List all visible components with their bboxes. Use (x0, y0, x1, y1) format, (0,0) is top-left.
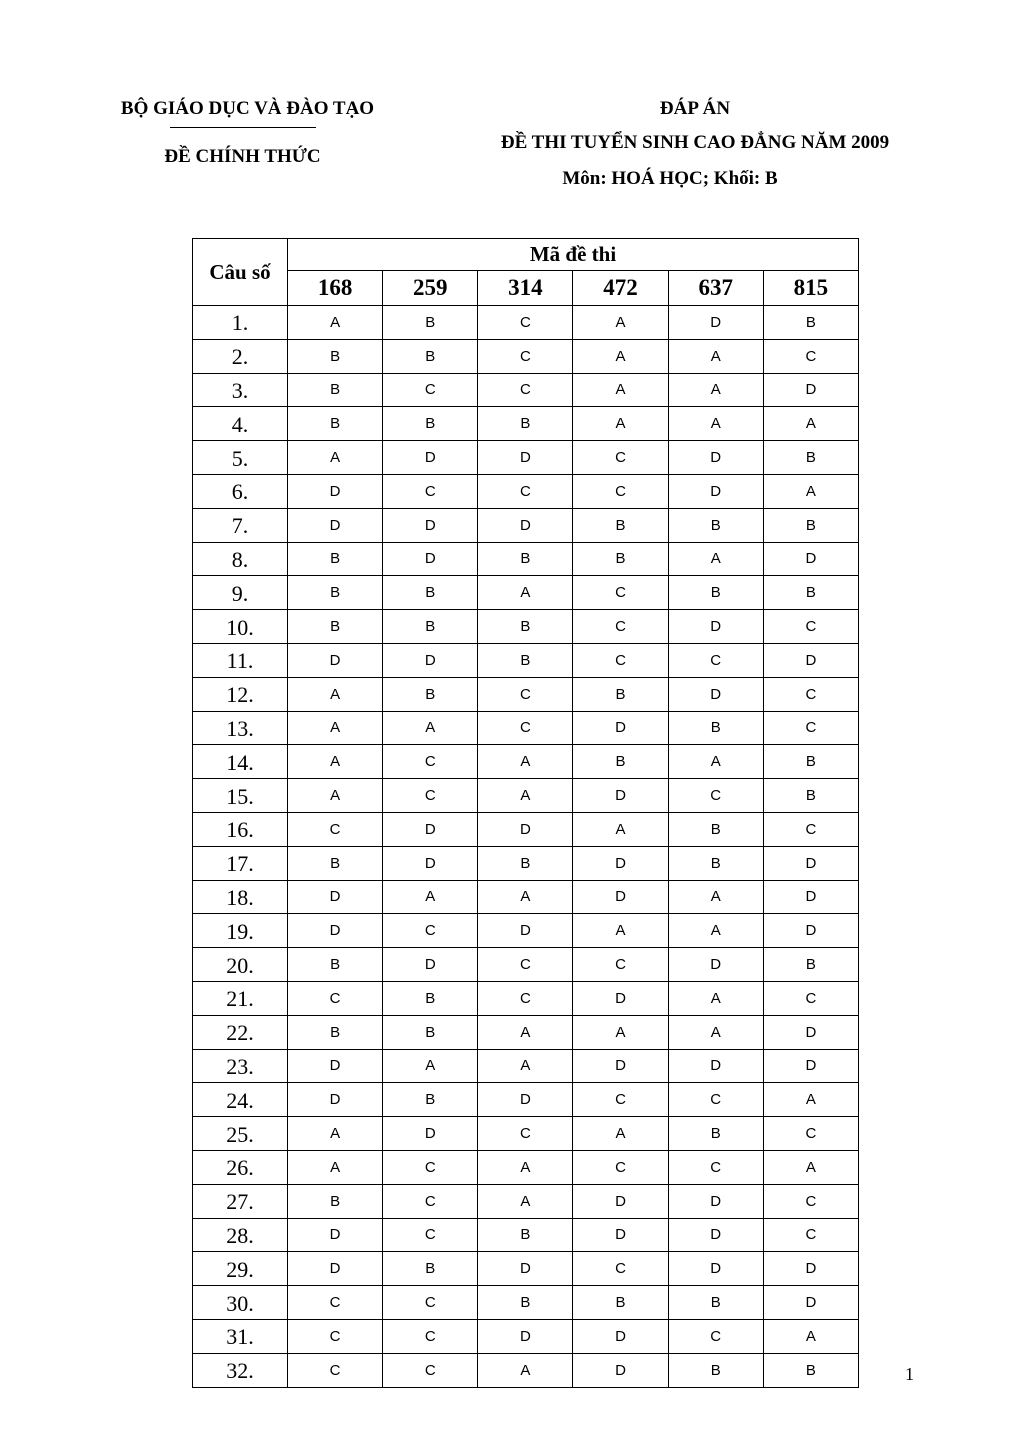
table-row (193, 779, 859, 813)
answer-cell: C (383, 1150, 478, 1184)
answer-cell: B (288, 373, 383, 407)
answer-cell: D (288, 643, 383, 677)
table-row (193, 1049, 859, 1083)
answer-cell: C (383, 1184, 478, 1218)
exam-code: 637 (668, 271, 763, 306)
question-number: 29. (193, 1252, 288, 1286)
answer-cell: B (383, 339, 478, 373)
answer-cell: B (288, 610, 383, 644)
answer-cell: D (763, 373, 858, 407)
answer-cell: C (573, 474, 668, 508)
answer-cell: A (478, 576, 573, 610)
answer-cell: D (573, 880, 668, 914)
answer-cell: C (573, 1083, 668, 1117)
answer-cell: A (573, 812, 668, 846)
exam-code-header: Mã đề thi (288, 239, 859, 271)
question-number: 23. (193, 1049, 288, 1083)
answer-cell: B (383, 1015, 478, 1049)
answer-cell: C (763, 711, 858, 745)
answer-cell: D (478, 1252, 573, 1286)
answer-cell: A (288, 745, 383, 779)
answer-cell: A (668, 339, 763, 373)
answer-cell: D (668, 677, 763, 711)
answer-cell: A (478, 1150, 573, 1184)
answer-cell: D (573, 779, 668, 813)
answer-cell: B (668, 1353, 763, 1387)
question-number: 16. (193, 812, 288, 846)
answer-cell: A (573, 1117, 668, 1151)
answer-rows (193, 306, 859, 1388)
answer-cell: B (763, 1353, 858, 1387)
table-row (193, 745, 859, 779)
answer-cell: B (478, 1218, 573, 1252)
answer-cell: D (668, 306, 763, 340)
answer-cell: D (383, 508, 478, 542)
answer-cell: D (383, 643, 478, 677)
answer-cell: D (573, 1218, 668, 1252)
answer-cell: D (288, 508, 383, 542)
exam-codes-row (193, 271, 859, 306)
exam-code: 259 (383, 271, 478, 306)
table-row (193, 441, 859, 475)
table-row (193, 643, 859, 677)
answer-cell: C (478, 711, 573, 745)
table-row (193, 677, 859, 711)
question-number: 19. (193, 914, 288, 948)
answer-cell: B (763, 441, 858, 475)
answer-cell: D (478, 508, 573, 542)
answer-cell: C (288, 1353, 383, 1387)
answer-cell: C (478, 339, 573, 373)
answer-cell: C (478, 981, 573, 1015)
table-row (193, 576, 859, 610)
answer-cell: C (383, 1353, 478, 1387)
answer-cell: B (763, 948, 858, 982)
answer-cell: D (383, 846, 478, 880)
answer-cell: B (478, 542, 573, 576)
answer-cell: A (573, 914, 668, 948)
answer-cell: A (478, 1184, 573, 1218)
question-number: 25. (193, 1117, 288, 1151)
answer-cell: D (573, 981, 668, 1015)
answer-cell: B (668, 576, 763, 610)
subject-line: Môn: HOÁ HỌC; Khối: B (562, 168, 778, 189)
answer-cell: C (763, 610, 858, 644)
answer-cell: C (383, 1319, 478, 1353)
answer-cell: C (288, 812, 383, 846)
answer-cell: C (763, 677, 858, 711)
question-number: 18. (193, 880, 288, 914)
answer-cell: C (573, 576, 668, 610)
answer-cell: C (763, 339, 858, 373)
question-number: 6. (193, 474, 288, 508)
answer-cell: C (288, 1319, 383, 1353)
question-number: 2. (193, 339, 288, 373)
answer-cell: B (288, 1184, 383, 1218)
answer-cell: B (763, 779, 858, 813)
answer-cell: A (573, 373, 668, 407)
answer-cell: C (288, 981, 383, 1015)
answer-cell: D (668, 1049, 763, 1083)
answer-cell: B (383, 981, 478, 1015)
table-row (193, 1083, 859, 1117)
document-title: ĐÁP ÁN (659, 98, 731, 119)
answer-cell: B (763, 508, 858, 542)
answer-cell: C (668, 779, 763, 813)
answer-cell: A (668, 542, 763, 576)
answer-cell: B (288, 576, 383, 610)
table-row (193, 1015, 859, 1049)
question-number: 12. (193, 677, 288, 711)
answer-cell: A (668, 1015, 763, 1049)
answer-cell: B (288, 948, 383, 982)
table-row (193, 1184, 859, 1218)
answer-cell: B (478, 610, 573, 644)
answer-cell: D (383, 441, 478, 475)
answer-cell: B (668, 1117, 763, 1151)
answer-cell: D (478, 1083, 573, 1117)
answer-cell: B (763, 576, 858, 610)
answer-cell: D (573, 1319, 668, 1353)
answer-cell: C (478, 474, 573, 508)
answer-cell: B (288, 542, 383, 576)
answer-cell: C (763, 1218, 858, 1252)
answer-cell: D (763, 1252, 858, 1286)
answer-cell: B (288, 407, 383, 441)
answer-cell: D (763, 1049, 858, 1083)
answer-cell: D (288, 880, 383, 914)
answer-cell: B (383, 610, 478, 644)
table-row (193, 306, 859, 340)
answer-cell: C (573, 643, 668, 677)
answer-cell: A (763, 474, 858, 508)
answer-cell: B (288, 846, 383, 880)
table-row (193, 711, 859, 745)
answer-cell: A (383, 880, 478, 914)
question-number: 17. (193, 846, 288, 880)
answer-cell: D (763, 1015, 858, 1049)
answer-cell: D (573, 1353, 668, 1387)
answer-cell: A (478, 880, 573, 914)
table-row (193, 373, 859, 407)
answer-cell: B (573, 677, 668, 711)
answer-cell: A (288, 1117, 383, 1151)
table-row (193, 880, 859, 914)
answer-cell: D (383, 948, 478, 982)
answer-cell: D (668, 948, 763, 982)
answer-cell: B (668, 508, 763, 542)
answer-cell: D (763, 880, 858, 914)
answer-cell: A (478, 1353, 573, 1387)
answer-cell: B (668, 812, 763, 846)
question-number: 15. (193, 779, 288, 813)
answer-cell: A (383, 1049, 478, 1083)
question-number: 30. (193, 1286, 288, 1320)
answer-cell: C (478, 306, 573, 340)
table-row (193, 1117, 859, 1151)
answer-cell: D (573, 711, 668, 745)
question-number: 3. (193, 373, 288, 407)
answer-cell: A (383, 711, 478, 745)
table-row (193, 846, 859, 880)
answer-cell: C (288, 1286, 383, 1320)
answer-cell: A (288, 779, 383, 813)
answer-cell: B (478, 407, 573, 441)
answer-cell: C (383, 474, 478, 508)
answer-cell: B (478, 1286, 573, 1320)
answer-cell: D (763, 542, 858, 576)
question-number-header: Câu số (193, 239, 288, 306)
divider-line (170, 127, 316, 128)
exam-code: 815 (763, 271, 858, 306)
question-number: 24. (193, 1083, 288, 1117)
answer-cell: A (763, 407, 858, 441)
answer-cell: C (763, 981, 858, 1015)
question-number: 11. (193, 643, 288, 677)
table-row (193, 1286, 859, 1320)
exam-code: 472 (573, 271, 668, 306)
answer-cell: A (573, 407, 668, 441)
answer-cell: B (573, 542, 668, 576)
answer-cell: C (383, 373, 478, 407)
answer-cell: A (763, 1319, 858, 1353)
question-number: 5. (193, 441, 288, 475)
answer-cell: D (288, 474, 383, 508)
answer-cell: D (668, 1218, 763, 1252)
answer-cell: B (383, 576, 478, 610)
answer-cell: D (668, 474, 763, 508)
question-number: 20. (193, 948, 288, 982)
answer-cell: B (573, 1286, 668, 1320)
answer-cell: D (383, 542, 478, 576)
answer-cell: A (573, 1015, 668, 1049)
answer-cell: C (668, 1150, 763, 1184)
answer-cell: C (383, 779, 478, 813)
answer-cell: D (478, 441, 573, 475)
answer-cell: D (573, 1184, 668, 1218)
answer-cell: C (668, 1319, 763, 1353)
answer-cell: C (383, 1218, 478, 1252)
table-row (193, 812, 859, 846)
answer-cell: D (668, 1252, 763, 1286)
official-label: ĐỀ CHÍNH THỨC (164, 146, 321, 167)
table-row (193, 610, 859, 644)
table-row (193, 508, 859, 542)
answer-cell: B (668, 846, 763, 880)
answer-cell: A (668, 407, 763, 441)
answer-cell: D (668, 1184, 763, 1218)
answer-cell: C (573, 1252, 668, 1286)
answer-cell: B (668, 711, 763, 745)
answer-cell: C (763, 812, 858, 846)
answer-cell: B (383, 1083, 478, 1117)
answer-cell: A (478, 1049, 573, 1083)
answer-cell: A (288, 711, 383, 745)
answer-cell: C (478, 373, 573, 407)
question-number: 10. (193, 610, 288, 644)
answer-cell: A (478, 1015, 573, 1049)
answer-cell: A (288, 441, 383, 475)
table-row (193, 407, 859, 441)
answer-cell: C (478, 677, 573, 711)
answer-cell: D (478, 1319, 573, 1353)
question-number: 14. (193, 745, 288, 779)
table-row (193, 1252, 859, 1286)
answer-cell: D (383, 812, 478, 846)
answer-cell: A (478, 779, 573, 813)
answer-cell: A (573, 306, 668, 340)
question-number: 26. (193, 1150, 288, 1184)
table-row (193, 339, 859, 373)
answer-cell: B (288, 339, 383, 373)
answer-cell: D (288, 1049, 383, 1083)
answer-cell: D (763, 914, 858, 948)
answer-cell: C (668, 1083, 763, 1117)
answer-cell: B (763, 745, 858, 779)
answer-cell: C (478, 948, 573, 982)
answer-cell: D (668, 441, 763, 475)
answer-cell: A (668, 880, 763, 914)
answer-cell: D (763, 846, 858, 880)
answer-cell: A (763, 1150, 858, 1184)
answer-cell: A (288, 306, 383, 340)
answer-cell: B (763, 306, 858, 340)
answer-cell: D (668, 610, 763, 644)
question-number: 13. (193, 711, 288, 745)
question-number: 4. (193, 407, 288, 441)
table-row (193, 1353, 859, 1387)
table-row (193, 1150, 859, 1184)
answer-cell: C (383, 914, 478, 948)
question-number: 28. (193, 1218, 288, 1252)
answer-cell: D (573, 846, 668, 880)
answer-cell: D (478, 812, 573, 846)
answer-cell: D (478, 914, 573, 948)
answer-cell: A (288, 677, 383, 711)
answer-cell: D (763, 1286, 858, 1320)
answer-cell: D (288, 1083, 383, 1117)
answer-cell: B (383, 407, 478, 441)
answer-cell: C (573, 441, 668, 475)
answer-cell: B (478, 643, 573, 677)
answer-cell: B (668, 1286, 763, 1320)
answer-cell: B (573, 745, 668, 779)
answer-cell: B (573, 508, 668, 542)
ministry-name: BỘ GIÁO DỤC VÀ ĐÀO TẠO (120, 98, 375, 119)
exam-code: 314 (478, 271, 573, 306)
table-row (193, 981, 859, 1015)
question-number: 7. (193, 508, 288, 542)
answer-cell: D (288, 914, 383, 948)
answer-cell: D (383, 1117, 478, 1151)
table-row (193, 948, 859, 982)
answer-cell: C (668, 643, 763, 677)
answer-cell: A (763, 1083, 858, 1117)
answer-cell: C (478, 1117, 573, 1151)
answer-cell: A (478, 745, 573, 779)
answer-cell: A (573, 339, 668, 373)
answer-cell: C (383, 745, 478, 779)
answer-cell: D (573, 1049, 668, 1083)
answer-cell: B (383, 306, 478, 340)
answer-cell: D (288, 1218, 383, 1252)
answer-cell: D (763, 643, 858, 677)
answer-cell: C (383, 1286, 478, 1320)
answer-cell: A (288, 1150, 383, 1184)
answer-cell: A (668, 981, 763, 1015)
answer-cell: C (573, 1150, 668, 1184)
question-number: 21. (193, 981, 288, 1015)
answer-cell: B (288, 1015, 383, 1049)
table-row (193, 474, 859, 508)
table-row (193, 542, 859, 576)
answer-cell: A (668, 373, 763, 407)
answer-cell: A (668, 914, 763, 948)
question-number: 31. (193, 1319, 288, 1353)
answer-cell: A (668, 745, 763, 779)
exam-title: ĐỀ THI TUYỂN SINH CAO ĐẲNG NĂM 2009 (500, 132, 890, 153)
answer-cell: C (763, 1117, 858, 1151)
table-row (193, 914, 859, 948)
answer-cell: D (288, 1252, 383, 1286)
answer-key-table (192, 238, 859, 1388)
answer-cell: C (573, 948, 668, 982)
answer-cell: B (383, 677, 478, 711)
question-number: 8. (193, 542, 288, 576)
question-number: 32. (193, 1353, 288, 1387)
question-number: 22. (193, 1015, 288, 1049)
exam-code: 168 (288, 271, 383, 306)
table-row (193, 1218, 859, 1252)
question-number: 1. (193, 306, 288, 340)
question-number: 27. (193, 1184, 288, 1218)
table-row (193, 1319, 859, 1353)
answer-cell: C (573, 610, 668, 644)
answer-cell: C (763, 1184, 858, 1218)
answer-cell: B (383, 1252, 478, 1286)
page-number: 1 (905, 1364, 914, 1384)
answer-cell: B (478, 846, 573, 880)
question-number: 9. (193, 576, 288, 610)
